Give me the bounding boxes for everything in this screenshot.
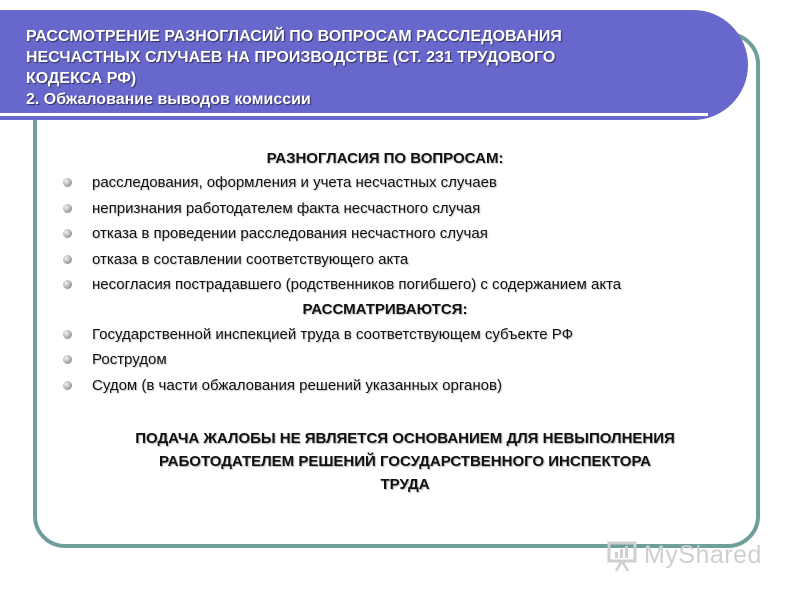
disagreements-list (60, 170, 750, 298)
list-item: Государственной инспекцией труда в соответствующем субъекте РФ (60, 322, 750, 348)
section-heading-reviewed-by: РАССМАТРИВАЮТСЯ: (302, 300, 468, 318)
list-item: Судом (в части обжалования решений указанных органов) (60, 373, 750, 399)
slide-header (0, 10, 748, 120)
title-line: НЕСЧАСТНЫХ СЛУЧАЕВ НА ПРОИЗВОДСТВЕ (СТ. 231 ТРУДОВОГО (26, 49, 556, 66)
notice-line: РАБОТОДАТЕЛЕМ РЕШЕНИЙ ГОСУДАРСТВЕННОГО ИНСПЕКТОРА (158, 453, 651, 470)
bullet-icon (63, 178, 72, 187)
header-divider (0, 113, 708, 116)
bullet-icon (63, 204, 72, 213)
slide-content (60, 148, 750, 398)
list-item: непризнания работодателем факта несчастного случая (60, 196, 750, 222)
watermark (606, 537, 776, 577)
reviewers-list (60, 322, 750, 399)
bullet-icon (63, 381, 72, 390)
slide-title (26, 26, 716, 110)
list-item: расследования, оформления и учета несчастных случаев (60, 170, 750, 196)
subtitle: 2. Обжалование выводов комиссии (26, 91, 311, 108)
title-line: КОДЕКСА РФ) (26, 70, 137, 87)
bullet-icon (63, 280, 72, 289)
notice-line: ПОДАЧА ЖАЛОБЫ НЕ ЯВЛЯЕТСЯ ОСНОВАНИЕМ ДЛЯ НЕВЫПОЛНЕНИЯ (135, 430, 675, 447)
section-heading-disagreements: РАЗНОГЛАСИЯ ПО ВОПРОСАМ: (266, 150, 504, 167)
list-item: отказа в составлении соответствующего акта (60, 247, 750, 273)
list-item: отказа в проведении расследования несчастного случая (60, 221, 750, 247)
notice-line: ТРУДА (380, 476, 430, 493)
list-item: несогласия пострадавшего (родственников погибшего) с содержанием акта (60, 272, 750, 298)
notice-text (60, 427, 750, 496)
watermark-text: MyShared (644, 541, 762, 569)
presentation-board-icon (606, 539, 640, 573)
bullet-icon (63, 255, 72, 264)
title-line: РАССМОТРЕНИЕ РАЗНОГЛАСИЙ ПО ВОПРОСАМ РАССЛЕДОВАНИЯ (26, 28, 562, 45)
bullet-icon (63, 330, 72, 339)
bullet-icon (63, 229, 72, 238)
bullet-icon (63, 355, 72, 364)
list-item: Рострудом (60, 347, 750, 373)
